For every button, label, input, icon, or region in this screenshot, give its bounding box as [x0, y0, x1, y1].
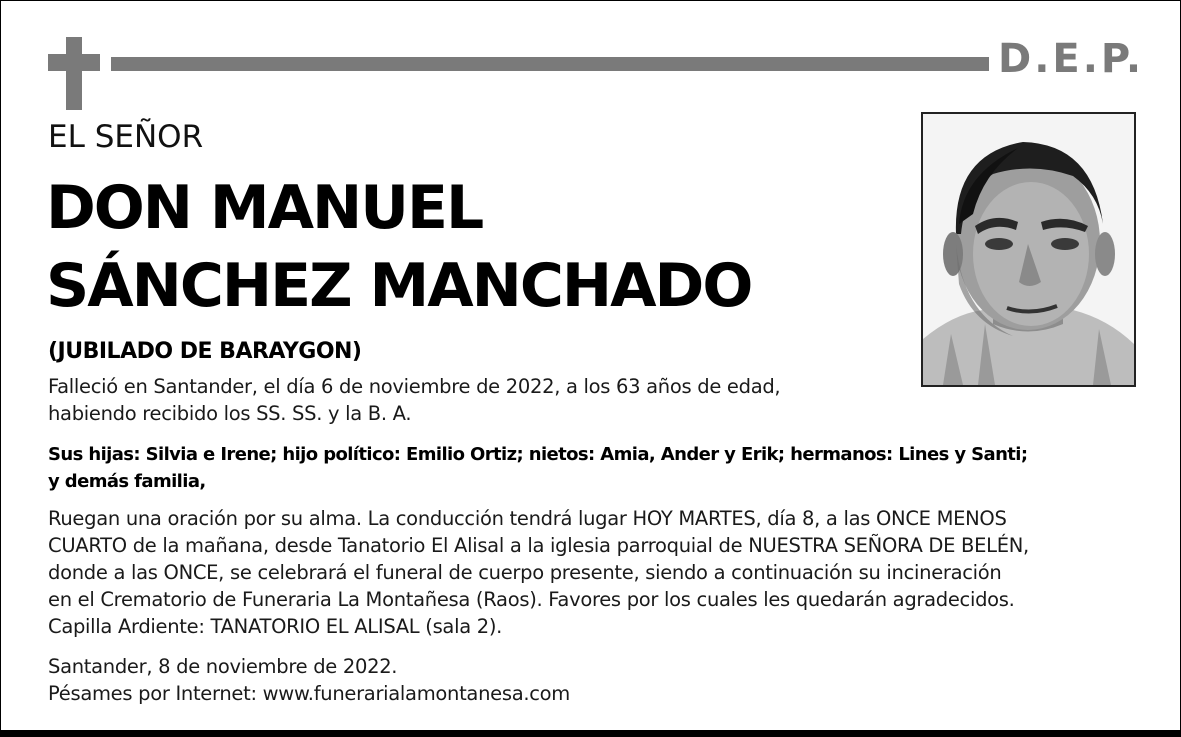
bottom-rule [1, 730, 1180, 736]
death-notice-line: habiendo recibido los SS. SS. y la B. A. [48, 402, 412, 425]
header-rule [111, 57, 989, 71]
family-line: y demás familia, [48, 471, 206, 492]
ceremony-line: CUARTO de la mañana, desde Tanatorio El Alisal a la iglesia parroquial de NUESTRA SEÑORA DE BELÉN, [48, 534, 1029, 557]
date-place-line: Santander, 8 de noviembre de 2022. [48, 655, 398, 678]
family-list [48, 441, 1027, 495]
death-notice-line: Falleció en Santander, el día 6 de noviembre de 2022, a los 63 años de edad, [48, 375, 781, 398]
ceremony-line: donde a las ONCE, se celebrará el funeral de cuerpo presente, siendo a continuación su incineración [48, 561, 1002, 584]
dep-label: D.E.P. [998, 36, 1145, 82]
deceased-name [46, 169, 751, 325]
ceremony-details [48, 505, 1029, 640]
ceremony-line: en el Crematorio de Funeraria La Montañesa (Raos). Favores por los cuales les quedarán agradecidos. [48, 588, 1015, 611]
death-notice [48, 373, 780, 427]
family-line: Sus hijas: Silvia e Irene; hijo político: Emilio Ortiz; nietos: Amia, Ander y Erik; hermanos: Lines y Santi; [48, 444, 1028, 465]
deceased-name-line-1: DON MANUEL [46, 173, 483, 243]
condolences-link-line: Pésames por Internet: www.funerarialamontanesa.com [48, 682, 570, 705]
portrait-photo [921, 112, 1136, 387]
footer-info [48, 653, 570, 707]
honorific-prefix: EL SEÑOR [48, 119, 204, 155]
ceremony-line: Capilla Ardiente: TANATORIO EL ALISAL (sala 2). [48, 615, 503, 638]
occupation-subtitle: (JUBILADO DE BARAYGON) [48, 339, 362, 364]
deceased-name-line-2: SÁNCHEZ MANCHADO [46, 251, 752, 321]
ceremony-line: Ruegan una oración por su alma. La conducción tendrá lugar HOY MARTES, día 8, a las ONCE MENOS [48, 507, 1007, 530]
portrait-photo-icon [923, 114, 1134, 385]
